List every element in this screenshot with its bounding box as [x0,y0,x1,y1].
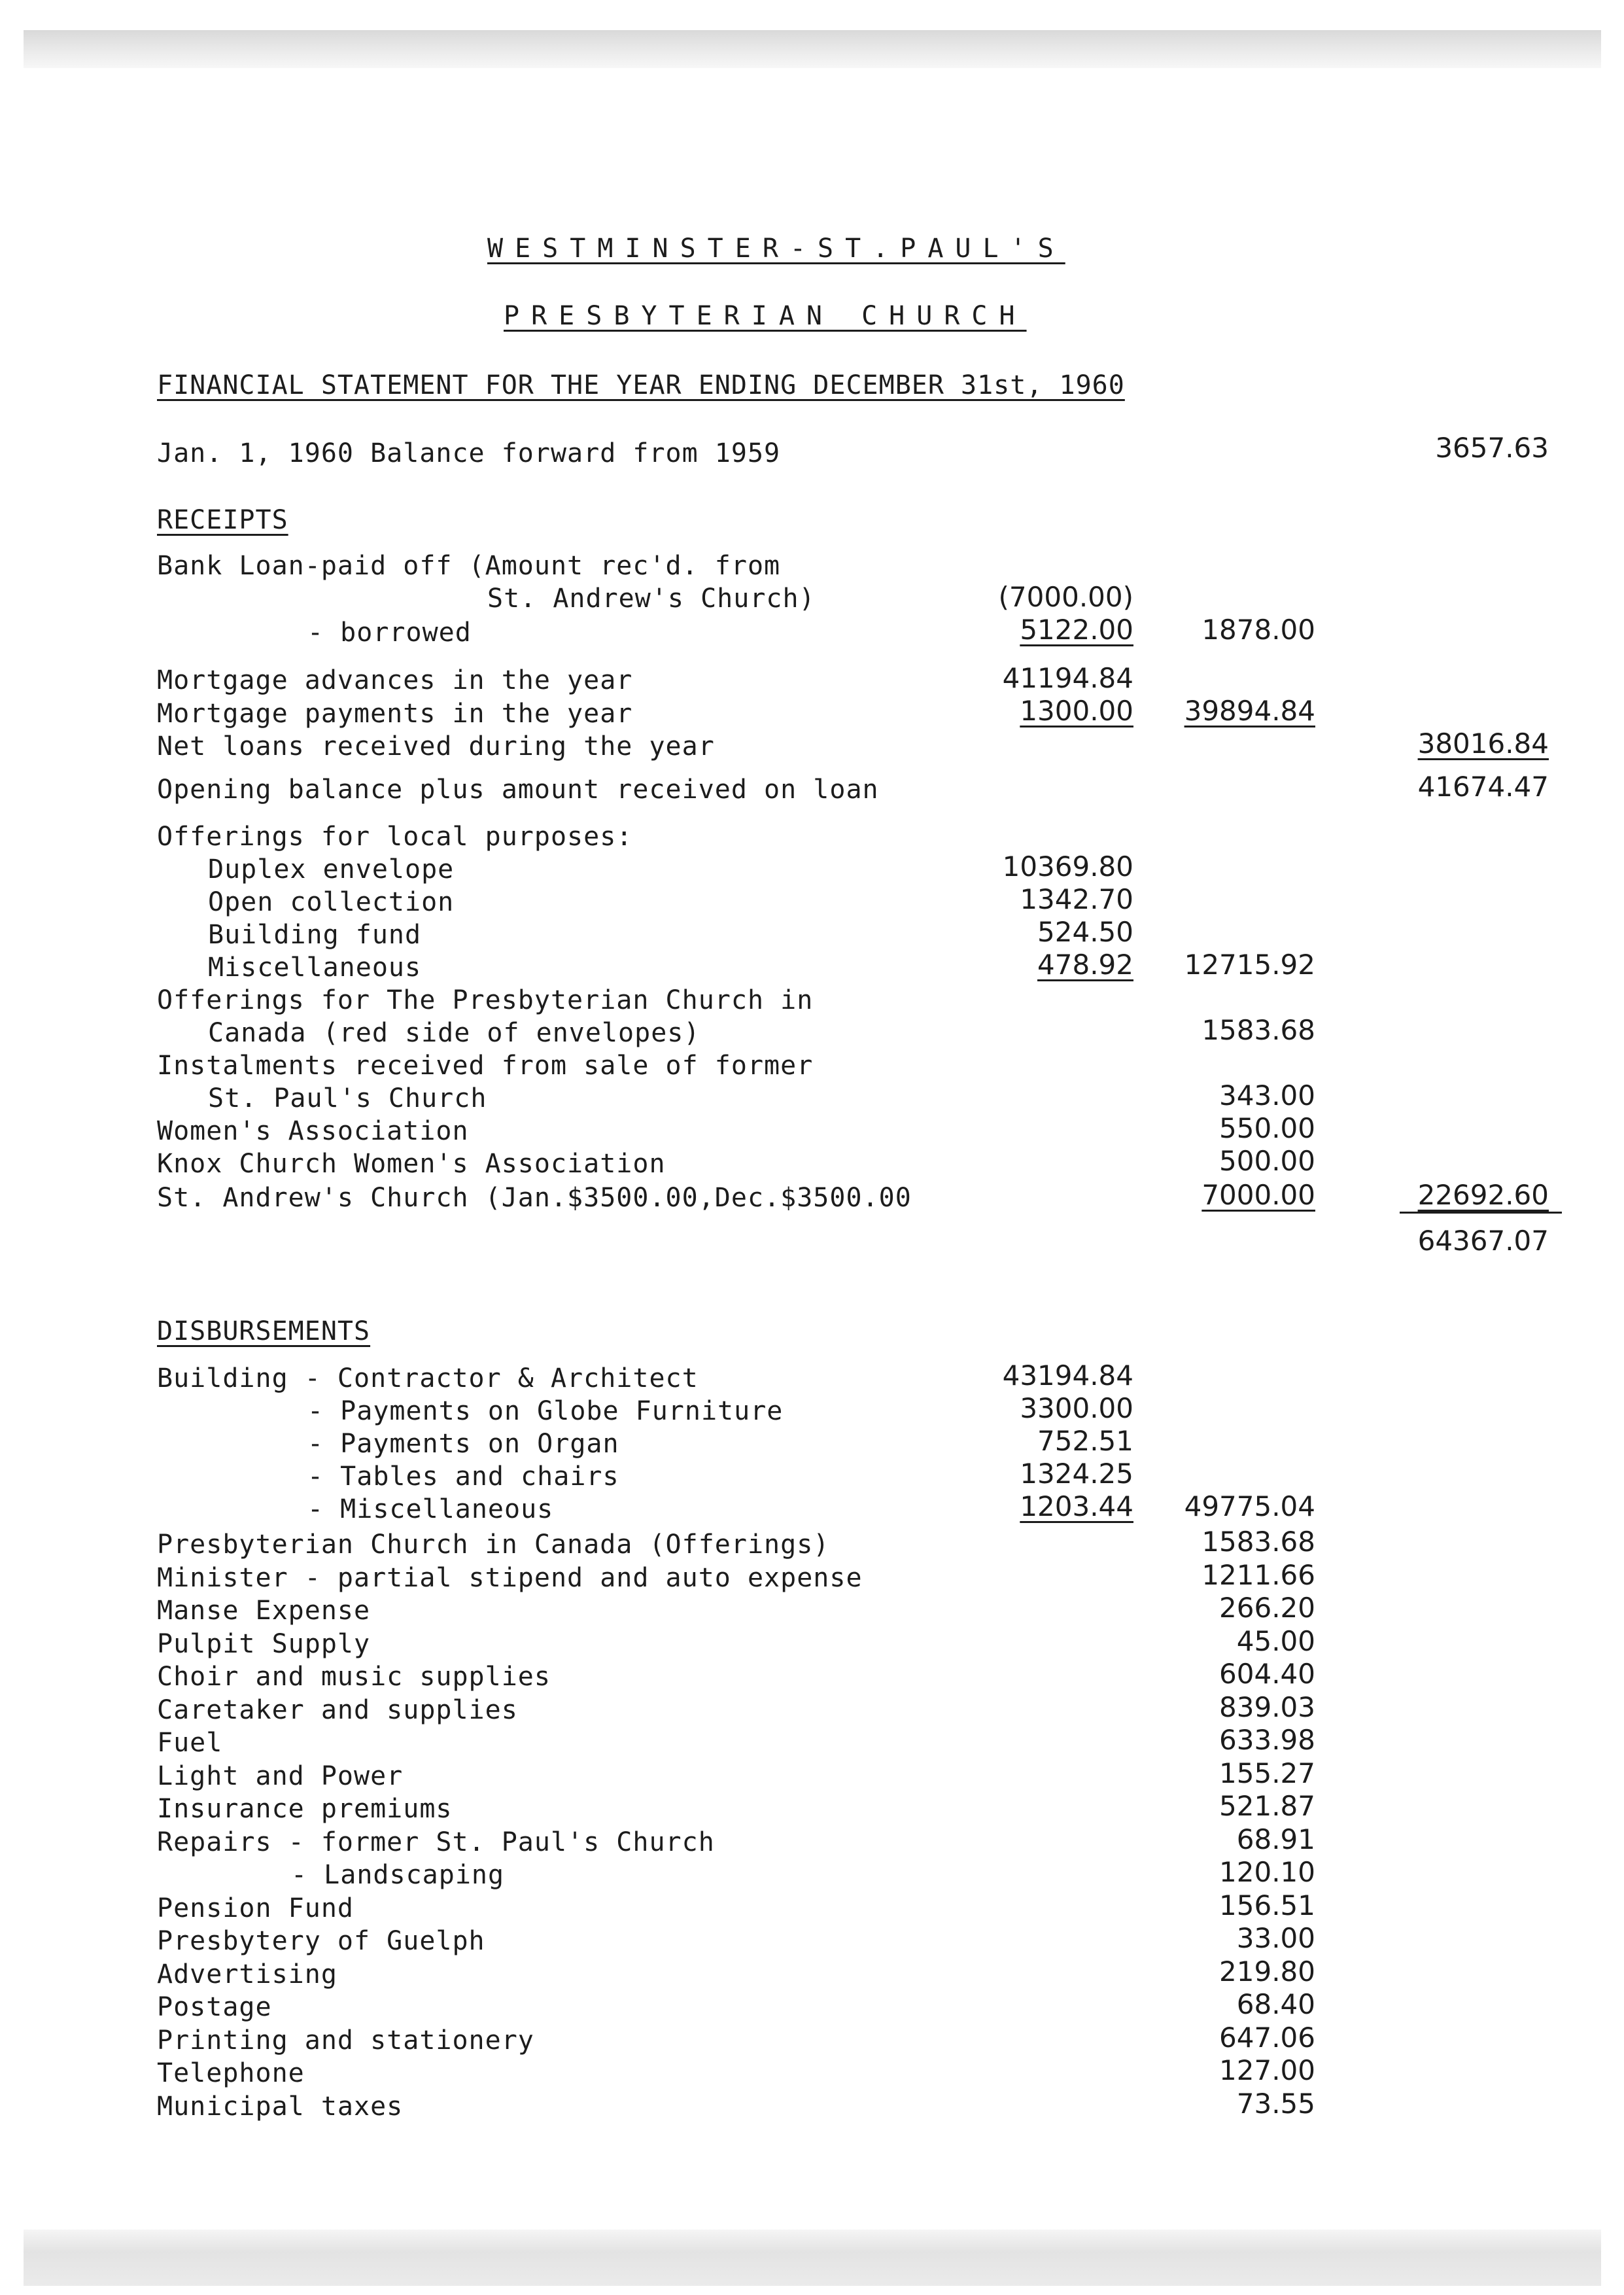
offerings-local-total: 12715.92 [1184,949,1315,981]
disbursement-item-amount: 839.03 [1219,1691,1315,1723]
statement-title: FINANCIAL STATEMENT FOR THE YEAR ENDING DECEMBER 31st, 1960 [157,370,1125,400]
disbursement-item-label: Fuel [157,1728,223,1758]
organ-payments-amount: 752.51 [1037,1425,1133,1457]
disbursement-item-amount: 68.91 [1236,1823,1315,1855]
building-contractor-label: Building - Contractor & Architect [157,1363,699,1393]
globe-furniture-label: - Payments on Globe Furniture [307,1396,784,1426]
total-rule [1400,1212,1562,1214]
womens-association-amount: 550.00 [1219,1112,1315,1144]
mortgage-advances-amount: 41194.84 [1002,662,1133,694]
disbursement-item-amount: 521.87 [1219,1790,1315,1822]
disbursement-item-amount: 45.00 [1236,1624,1315,1657]
building-misc-amount: 1203.44 [1020,1490,1133,1522]
church-name-line-2: PRESBYTERIAN CHURCH [504,301,1027,331]
open-collection-amount: 1342.70 [1020,883,1133,915]
duplex-envelope-amount: 10369.80 [1002,850,1133,883]
offerings-misc-amount: 478.92 [1037,949,1133,981]
bank-loan-label-line-1: Bank Loan-paid off (Amount rec'd. from [157,551,781,581]
disbursement-item-amount: 1211.66 [1201,1558,1315,1591]
opening-balance-label: Opening balance plus amount received on loan [157,775,879,805]
disbursement-item-amount: 33.00 [1236,1922,1315,1954]
opening-balance-amount: 41674.47 [1417,771,1549,803]
disbursement-item-label: Light and Power [157,1761,404,1791]
disbursement-item-amount: 647.06 [1219,2021,1315,2054]
disbursement-item-label: Caretaker and supplies [157,1694,518,1725]
disbursement-item-amount: 127.00 [1219,2054,1315,2086]
disbursement-item-amount: 604.40 [1219,1658,1315,1690]
disbursement-item-amount: 633.98 [1219,1724,1315,1756]
building-fund-label: Building fund [208,920,422,950]
knox-church-label: Knox Church Women's Association [157,1149,666,1179]
disbursement-item-amount: 1583.68 [1201,1526,1315,1558]
disbursement-item-amount: 120.10 [1219,1856,1315,1888]
disbursement-item-label: Pension Fund [157,1893,354,1923]
balance-forward-label: Jan. 1, 1960 Balance forward from 1959 [157,438,781,468]
tables-chairs-label: - Tables and chairs [307,1462,619,1492]
knox-church-amount: 500.00 [1219,1145,1315,1177]
disbursement-item-label: Manse Expense [157,1596,371,1626]
disbursement-item-amount: 219.80 [1219,1955,1315,1988]
disbursement-item-amount: 156.51 [1219,1889,1315,1921]
disbursement-item-amount: 73.55 [1236,2087,1315,2120]
open-collection-label: Open collection [208,887,455,917]
disbursement-item-label: Printing and stationery [157,2025,534,2056]
building-misc-label: - Miscellaneous [307,1494,554,1524]
instalments-label-line-1: Instalments received from sale of former [157,1051,814,1081]
bank-loan-paid-amount: (7000.00) [998,581,1133,613]
offerings-misc-label: Miscellaneous [208,953,422,983]
offerings-local-label: Offerings for local purposes: [157,822,633,852]
bank-loan-net-amount: 1878.00 [1201,614,1315,646]
pcc-offerings-amount: 1583.68 [1201,1014,1315,1046]
net-loans-label: Net loans received during the year [157,731,715,762]
disbursement-item-label: Advertising [157,1959,337,1989]
bank-loan-label-line-2: St. Andrew's Church) [487,584,816,614]
disbursement-item-amount: 266.20 [1219,1592,1315,1624]
st-andrews-label: St. Andrew's Church (Jan.$3500.00,Dec.$3500.00 [157,1183,912,1213]
church-name-line-1: WESTMINSTER-ST.PAUL'S [487,234,1065,264]
womens-association-label: Women's Association [157,1116,469,1146]
net-loans-amount: 38016.84 [1417,727,1549,760]
borrowed-label: - borrowed [307,618,472,648]
grand-total: 64367.07 [1417,1225,1549,1257]
borrowed-amount: 5122.00 [1020,614,1133,646]
disbursement-item-amount: 68.40 [1236,1988,1315,2020]
pcc-offerings-label-line-2: Canada (red side of envelopes) [208,1018,700,1048]
building-fund-amount: 524.50 [1037,916,1133,948]
receipts-heading: RECEIPTS [157,505,288,535]
disbursement-item-label: Insurance premiums [157,1794,453,1824]
pcc-offerings-label-line-1: Offerings for The Presbyterian Church in [157,985,814,1015]
disbursement-item-label: Choir and music supplies [157,1662,551,1692]
instalments-label-line-2: St. Paul's Church [208,1083,487,1113]
disbursements-heading: DISBURSEMENTS [157,1316,371,1346]
disbursement-item-label: Telephone [157,2058,305,2088]
building-total: 49775.04 [1184,1490,1315,1522]
instalments-amount: 343.00 [1219,1079,1315,1112]
disbursement-item-label: Municipal taxes [157,2091,404,2122]
mortgage-net-amount: 39894.84 [1184,695,1315,727]
building-contractor-amount: 43194.84 [1002,1359,1133,1392]
mortgage-payments-amount: 1300.00 [1020,695,1133,727]
disbursement-item-label: Pulpit Supply [157,1628,371,1659]
st-andrews-amount: 7000.00 [1201,1179,1315,1211]
mortgage-advances-label: Mortgage advances in the year [157,665,633,695]
disbursement-item-label: Postage [157,1992,272,2022]
mortgage-payments-label: Mortgage payments in the year [157,699,633,729]
organ-payments-label: - Payments on Organ [307,1429,619,1459]
disbursement-item-label: Repairs - former St. Paul's Church [157,1827,715,1857]
balance-forward-amount: 3657.63 [1435,432,1549,464]
receipts-total: 22692.60 [1417,1179,1549,1211]
disbursement-item-label: Presbyterian Church in Canada (Offerings) [157,1530,830,1560]
disbursement-item-amount: 155.27 [1219,1757,1315,1789]
duplex-envelope-label: Duplex envelope [208,854,455,885]
globe-furniture-amount: 3300.00 [1020,1392,1133,1424]
tables-chairs-amount: 1324.25 [1020,1458,1133,1490]
scan-edge-bottom [24,2230,1601,2286]
disbursement-item-label: - Landscaping [291,1860,505,1890]
disbursement-item-label: Minister - partial stipend and auto expense [157,1562,863,1593]
disbursement-item-label: Presbytery of Guelph [157,1926,485,1956]
